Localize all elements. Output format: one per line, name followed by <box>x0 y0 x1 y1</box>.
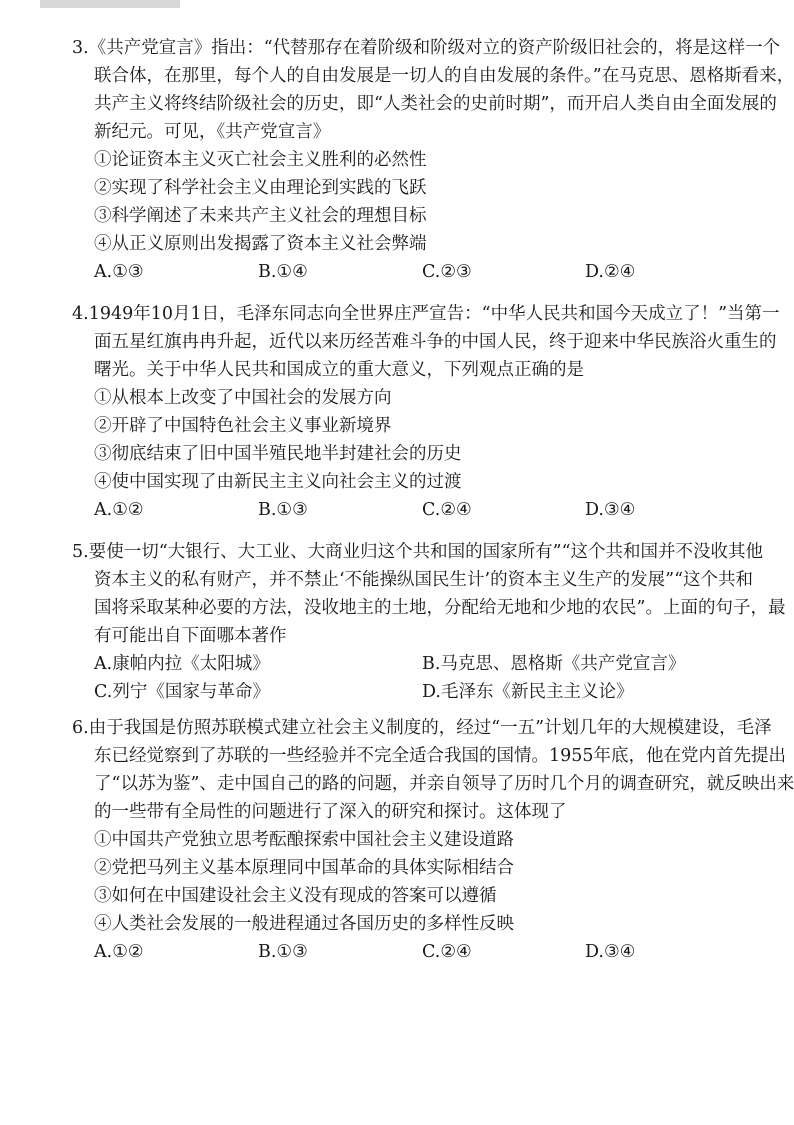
question-5-stem-line: 5.要使一切“大银行、大工业、大商业归这个共和国的国家所有”“这个共和国并不没收其他 <box>72 542 764 562</box>
option-a: A.①③ <box>94 262 144 282</box>
question-3-item: ④从正义原则出发揭露了资本主义社会弊端 <box>94 234 427 254</box>
option-b: B.①③ <box>258 942 308 962</box>
question-3-stem-line: 新纪元。可见，《共产党宣言》 <box>94 122 331 142</box>
option-c: C.②④ <box>422 942 472 962</box>
question-6 <box>72 714 794 966</box>
question-3-item: ②实现了科学社会主义由理论到实践的飞跃 <box>94 178 427 198</box>
option-d: D.②④ <box>585 262 636 282</box>
option-c: C.②④ <box>422 500 472 520</box>
question-6-stem-line: 东已经觉察到了苏联的一些经验并不完全适合我国的国情。1955年底，他在党内首先提出 <box>94 746 787 766</box>
question-5-stem-line: 有可能出自下面哪本著作 <box>94 626 287 646</box>
question-6-options <box>72 938 707 966</box>
question-5-options-row <box>72 678 707 706</box>
question-5-options-row <box>72 650 707 678</box>
question-6-stem-line: 的一些带有全局性的问题进行了深入的研究和探讨。这体现了 <box>94 802 567 822</box>
question-6-stem-line: 了“以苏为鉴”、走中国自己的路的问题，并亲自领导了历时几个月的调查研究，就反映出来 <box>94 774 794 794</box>
question-5-stem-line: 资本主义的私有财产，并不禁止‘不能操纵国民生计’的资本主义生产的发展”“这个共和 <box>94 570 754 590</box>
option-b: B.①④ <box>258 262 308 282</box>
question-4-stem-line: 面五星红旗冉冉升起，近代以来历经苦难斗争的中国人民，终于迎来中华民族浴火重生的 <box>94 332 777 352</box>
question-3-stem-line: 联合体，在那里，每个人的自由发展是一切人的自由发展的条件。”在马克思、恩格斯看来， <box>94 66 794 86</box>
question-3-item: ①论证资本主义灭亡社会主义胜利的必然性 <box>94 150 427 170</box>
question-3-options <box>72 258 707 286</box>
question-6-item: ③如何在中国建设社会主义没有现成的答案可以遵循 <box>94 886 497 906</box>
question-4-item: ④使中国实现了由新民主主义向社会主义的过渡 <box>94 472 462 492</box>
question-6-item: ①中国共产党独立思考酝酿探索中国社会主义建设道路 <box>94 830 514 850</box>
question-6-item: ②党把马列主义基本原理同中国革命的具体实际相结合 <box>94 858 514 878</box>
question-4-options <box>72 496 707 524</box>
option-a: A.康帕内拉《太阳城》 <box>94 654 270 674</box>
option-b: B.马克思、恩格斯《共产党宣言》 <box>422 654 686 674</box>
option-d: D.③④ <box>585 942 636 962</box>
option-a: A.①② <box>94 942 144 962</box>
question-5 <box>72 538 786 706</box>
question-5-stem-line: 国将采取某种必要的方法，没收地主的土地，分配给无地和少地的农民”。上面的句子，最 <box>94 598 786 618</box>
scan-edge-artifact <box>40 0 180 8</box>
question-3-item: ③科学阐述了未来共产主义社会的理想目标 <box>94 206 427 226</box>
question-4-item: ③彻底结束了旧中国半殖民地半封建社会的历史 <box>94 444 462 464</box>
option-d: D.③④ <box>585 500 636 520</box>
question-4-stem-line: 曙光。关于中华人民共和国成立的重大意义，下列观点正确的是 <box>94 360 584 380</box>
question-4-stem-line: 4.1949年10月1日，毛泽东同志向全世界庄严宣告：“中华人民共和国今天成立了！”当第一 <box>72 304 780 324</box>
option-c: C.列宁《国家与革命》 <box>94 682 270 702</box>
question-3 <box>72 34 794 286</box>
question-6-item: ④人类社会发展的一般进程通过各国历史的多样性反映 <box>94 914 514 934</box>
question-4-item: ②开辟了中国特色社会主义事业新境界 <box>94 416 392 436</box>
option-d: D.毛泽东《新民主主义论》 <box>422 682 634 702</box>
option-b: B.①③ <box>258 500 308 520</box>
option-a: A.①② <box>94 500 144 520</box>
question-3-stem-line: 共产主义将终结阶级社会的历史，即“人类社会的史前时期”，而开启人类自由全面发展的 <box>94 94 777 114</box>
question-4 <box>72 300 780 524</box>
question-3-stem-line: 3.《共产党宣言》指出：“代替那存在着阶级和阶级对立的资产阶级旧社会的，将是这样一个 <box>72 38 781 58</box>
question-6-stem-line: 6.由于我国是仿照苏联模式建立社会主义制度的，经过“一五”计划几年的大规模建设，毛泽 <box>72 718 772 738</box>
option-c: C.②③ <box>422 262 472 282</box>
question-4-item: ①从根本上改变了中国社会的发展方向 <box>94 388 392 408</box>
